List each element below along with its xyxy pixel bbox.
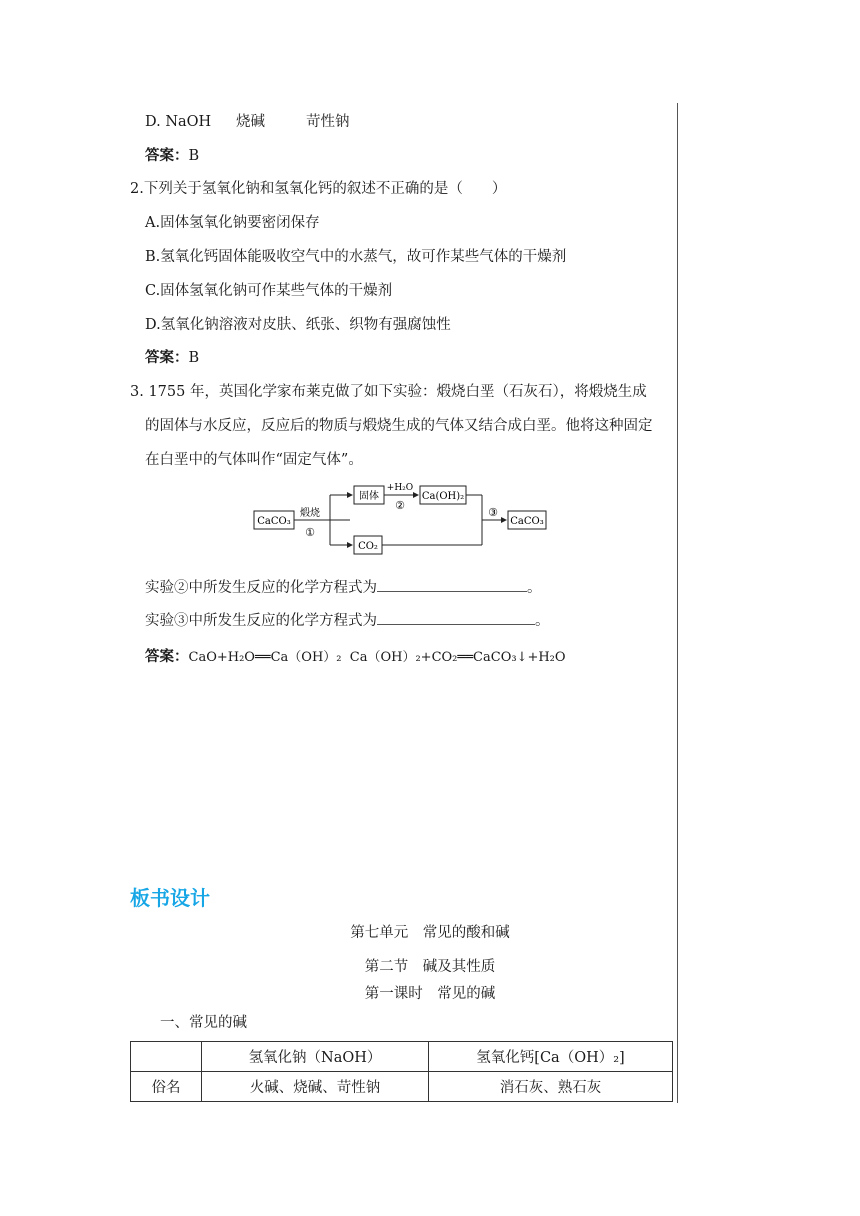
q3-line1: 3. 1755 年，英国化学家布莱克做了如下实验：煅烧白垩（石灰石），将煅烧生成: [130, 384, 647, 400]
answer-eq2: Ca（OH）₂+CO₂══CaCO₃↓+H₂O: [349, 650, 566, 665]
q1-option-d-name2: 苛性钠: [306, 114, 350, 130]
answer-blank-1[interactable]: [377, 579, 527, 592]
answer-label: 答案：: [145, 649, 189, 665]
table-cell: 俗名: [131, 1072, 202, 1102]
step2-label: +H₂O: [386, 483, 414, 493]
answer-value: B: [188, 148, 200, 164]
table-header-cell: [131, 1042, 202, 1072]
table-header-row: [131, 1042, 673, 1072]
q3-answer: [145, 645, 566, 666]
q3-blank2-text: 实验③中所发生反应的化学方程式为: [145, 613, 377, 629]
q2-stem: 2.下列关于氢氧化钠和氢氧化钙的叙述不正确的是（ ）: [130, 181, 507, 197]
q3-blank1-row: [145, 579, 542, 596]
caco3-start-label: CaCO₃: [257, 516, 291, 527]
q2-option-b: B.氢氧化钙固体能吸收空气中的水蒸气，故可作某些气体的干燥剂: [145, 249, 567, 265]
q3-blank1-end: 。: [527, 580, 542, 596]
reaction-flow-diagram: [250, 478, 550, 558]
co2-label: CO₂: [358, 541, 378, 552]
answer-eq1: CaO+H₂O══Ca（OH）₂: [188, 650, 342, 665]
q3-line2: 的固体与水反应，反应后的物质与煅烧生成的气体又结合成白垩。他将这种固定: [145, 418, 653, 434]
q2-option-a: A.固体氢氧化钠要密闭保存: [145, 215, 320, 231]
q2-option-d: D.氢氧化钠溶液对皮肤、纸张、织物有强腐蚀性: [145, 317, 451, 333]
q3-blank1-text: 实验②中所发生反应的化学方程式为: [145, 580, 377, 596]
answer-label: 答案：: [145, 148, 189, 164]
answer-label: 答案：: [145, 350, 189, 366]
table-row: [131, 1072, 673, 1102]
q2-answer: [145, 351, 199, 366]
q1-answer: [145, 149, 199, 164]
q1-option-d-formula: D. NaOH: [145, 114, 212, 130]
step3-num: ③: [488, 506, 498, 519]
answer-blank-2[interactable]: [377, 612, 535, 625]
step1-label: 煅烧: [300, 508, 320, 519]
table-header-cell: 氢氧化钙[Ca（OH）₂]: [429, 1042, 673, 1072]
caco3-end-label: CaCO₃: [510, 516, 544, 527]
q3-line3: 在白垩中的气体叫作“固定气体”。: [145, 452, 363, 468]
caoh2-label: Ca(OH)₂: [421, 491, 465, 502]
board-unit-title: 第七单元 常见的酸和碱: [350, 925, 510, 941]
solid-label: 固体: [359, 491, 379, 502]
q1-option-d-name1: 烧碱: [236, 114, 265, 130]
table-cell: 火碱、烧碱、苛性钠: [202, 1072, 429, 1102]
board-heading: 板书设计: [130, 886, 210, 910]
step1-num: ①: [305, 526, 315, 539]
answer-value: B: [188, 350, 200, 366]
table-header-cell: 氢氧化钠（NaOH）: [202, 1042, 429, 1072]
q3-blank2-row: [145, 612, 550, 629]
step2-num: ②: [395, 499, 405, 512]
q2-option-c: C.固体氢氧化钠可作某些气体的干燥剂: [145, 283, 393, 299]
board-part1: 一、常见的碱: [160, 1015, 247, 1031]
margin-line: [677, 103, 678, 1103]
board-section-title: 第二节 碱及其性质: [364, 959, 496, 975]
board-lesson-title: 第一课时 常见的碱: [364, 986, 496, 1002]
table-cell: 消石灰、熟石灰: [429, 1072, 673, 1102]
bases-table: [130, 1041, 673, 1102]
q3-blank2-end: 。: [535, 613, 550, 629]
